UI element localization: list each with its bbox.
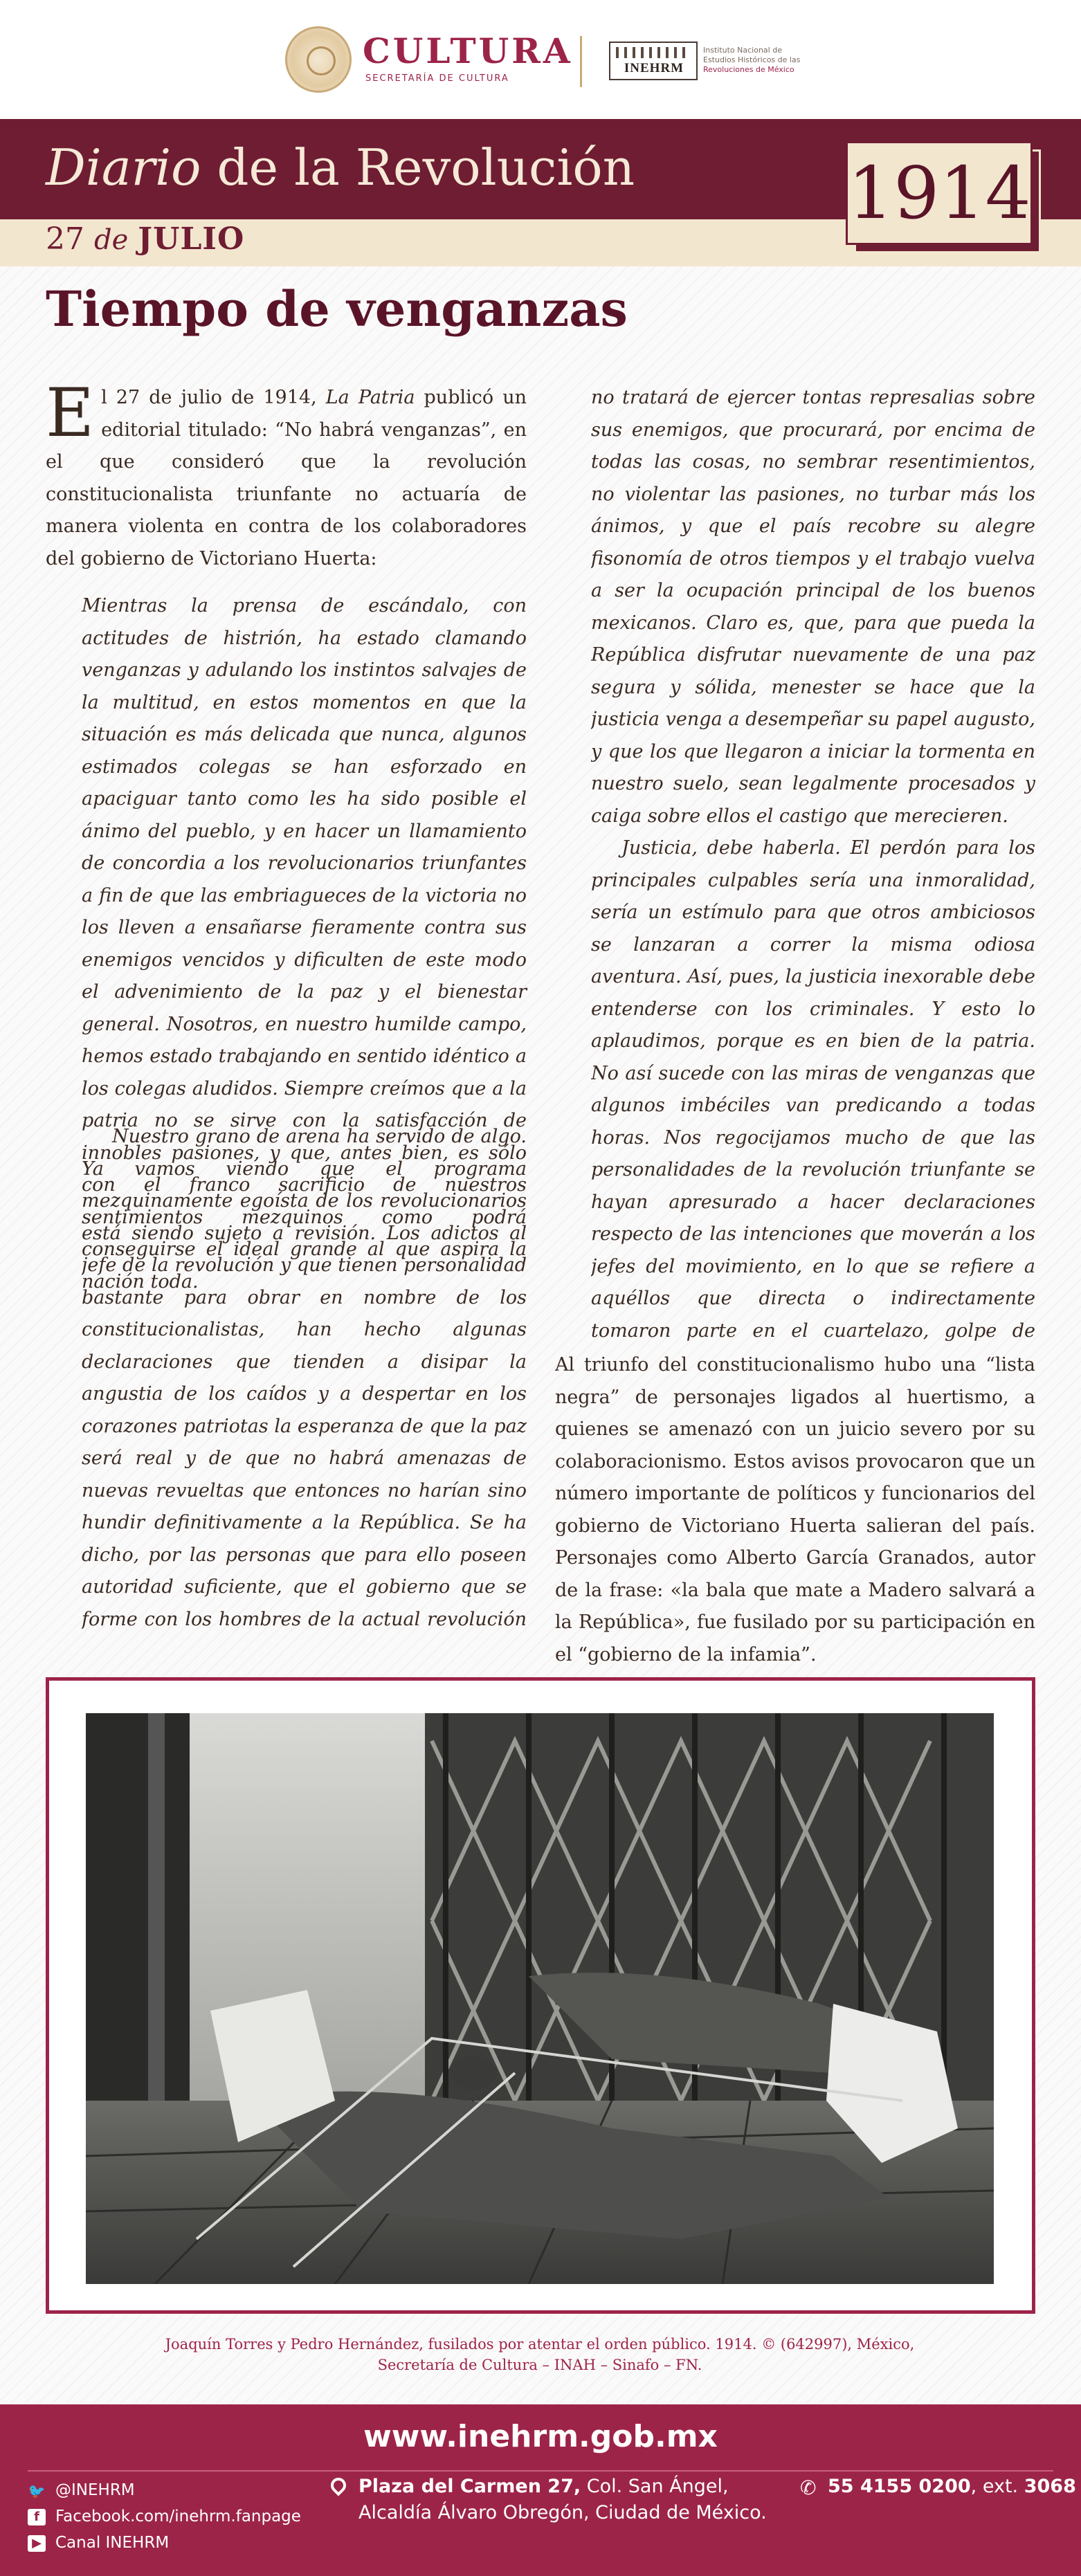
address-line-2: Alcaldía Álvaro Obregón, Ciudad de México. [358,2502,767,2523]
facebook-url: Facebook.com/inehrm.fanpage [55,2508,301,2525]
quote-paragraph: Justicia, debe haberla. El perdón para los principales culpables sería una inmoralidad, sería un estímulo para que otros ambiciosos se lanzaran a correr la misma odiosa aventura. Así, pues, la justicia inexorable debe entenderse con los criminales. Y esto lo aplaudimos, porque es en bien de la patria. No así sucede con las miras de venganzas que algunos imbéciles van predicando a todas horas. Nos regocijamos mucho de que las personalidades de la revolución triunfante se hayan apresurado a hacer declaraciones respecto de las intenciones que moverán a los jefes del movimiento, en lo que se refiere a aquéllos que directa o indirectamente tomaron parte en el cuartelazo, golpe de [591,837,1035,1342]
address [358,2474,767,2526]
bird-icon: 🐦 [28,2483,46,2499]
article-headline: Tiempo de venganzas [46,280,628,338]
drop-cap: E [46,374,95,452]
historical-photo [86,1713,994,2284]
date-day: 27 [46,221,84,257]
inehrm-logo [609,42,698,80]
phone-extension: 3068 [1024,2476,1076,2497]
phone-contact [800,2474,1076,2500]
institute-line: Revoluciones de México [703,65,794,74]
closing-paragraph: Al triunfo del constitucionalismo hubo una “lista negra” de personajes ligados al huertismo, a quienes se amenazó con un juicio severo por su colaboracionismo. Estos avisos provocaron que un número importante de políticos y funcionarios del gobierno de Victoriano Huerta salieran del país. Personajes como Alberto García Granados, autor de la frase: «la bala que mate a Madero salvará a la República», fue fusilado por su participación en el “gobierno de la infamia”. [555,1354,1035,1665]
caption-line: Secretaría de Cultura – INAH – Sinafo – FN. [377,2357,702,2373]
youtube-link[interactable] [28,2530,301,2556]
institute-line: Estudios Históricos de las [703,55,801,64]
newspaper-name: La Patria [325,387,415,408]
cultura-logo: CULTURA [363,30,573,71]
logo-bar [0,22,1081,98]
twitter-handle: @INEHRM [55,2481,135,2499]
quote-paragraph-cont: no tratará de ejercer tontas represalias sobre sus enemigos, que procurará, por encima de todas las cosas, no sembrar resentimientos, no violentar las pasiones, no turbar más los ánimos, y que el país recobre su alegre fisonomía de otros tiempos y el trabajo vuelva a ser la ocupación principal de los buenos mexicanos. Claro es, que, para que pueda la República disfrutar nuevamente de una paz segura y sólida, menester se hace que la justicia venga a desempeñar su papel augusto, y que los que llegaron a iniciar la tormenta en nuestro suelo, sean legalmente procesados y caiga sobre ellos el castigo que merecieren. [591,387,1035,827]
quote-paragraph: Nuestro grano de arena ha servido de algo. Ya vamos viendo que el programa mezquinamente egoísta de los revolucionarios está siendo sujeto a revisión. Los adictos al jefe de la revolución y que tienen personalidad bastante para obrar en nombre de los constitucionalistas, han hecho algunas declaraciones que tienden a disipar la angustia de los caídos y a despertar en los corazones patriotas la esperanza de que la paz será real y de que no habrá amenazas de nuevas revueltas que entonces no harían sino hundir definitivamente a la República. Se ha dicho, por las personas que para ello poseen autoridad suficiente, que el gobierno que se forme con los hombres de la actual revolución [82,1126,527,1630]
photo-illustration [86,1713,994,2284]
address-line-1 [358,2474,767,2500]
date-label [46,221,244,257]
caption-line: Joaquín Torres y Pedro Hernández, fusilados por atentar el orden público. 1914. © (642997), México, [165,2336,915,2353]
address-colony: Col. San Ángel, [581,2476,729,2497]
series-title-italic: Diario [46,138,201,197]
date-de: de [94,224,129,256]
institute-line: Instituto Nacional de [703,46,782,55]
intro-paragraph [46,374,527,575]
twitter-link[interactable] [28,2477,301,2503]
quote-flow-right [591,382,1035,1344]
phone-ext-label: , ext. [970,2476,1024,2497]
phone-icon: ✆ [800,2476,817,2499]
closing-paragraph-box [555,1349,1035,1671]
website-link[interactable]: www.inehrm.gob.mx [363,2419,718,2454]
quote-flow-left [82,1121,527,1636]
facebook-icon: f [28,2509,46,2525]
photo-caption [125,2334,955,2375]
article-column-right [591,382,1035,1344]
facebook-link[interactable] [28,2503,301,2530]
footer-divider [28,2470,1053,2472]
youtube-channel: Canal INEHRM [55,2534,170,2552]
series-title-rest: de la Revolución [201,138,635,197]
intro-text: l 27 de julio de 1914, [101,387,326,408]
date-month: JULIO [138,221,245,257]
phone-number: 55 4155 0200 [828,2476,971,2497]
logo-divider [580,36,582,87]
series-title [46,138,635,197]
institute-name [703,46,814,75]
cultura-subtitle: SECRETARÍA DE CULTURA [365,73,509,84]
year-box: 1914 [846,141,1033,245]
social-links [28,2477,301,2556]
inehrm-logo-word: INEHRM [624,61,684,75]
address-street: Plaza del Carmen 27, [358,2476,581,2497]
intro-text-cont: publicó un editorial titulado: “No habrá venganzas”, en el que consideró que la revolución constitucionalista triunfante no actuaría de manera violenta en contra de los colaboradores del gobierno de Victoriano Huerta: [46,387,527,569]
quote-paragraph: Mientras la prensa de escándalo, con actitudes de histrión, ha estado clamando venganzas y adulando los instintos salvajes de la multitud, en estos momentos en que la situación es más delicada que nunca, algunos estimados colegas se han esforzado en apaciguar tanto como les ha sido posible el ánimo del pueblo, y en hacer un llamamiento de concordia a los revolucionarios triunfantes a fin de que las embriagueces de la victoria no los lleven a ensañarse fieramente contra sus enemigos vencidos y dificulten de este modo el advenimiento de la paz y el bienestar general. Nosotros, en nuestro humilde campo, hemos estado trabajando en sentido idéntico a los colegas aludidos. Siempre creímos que a la patria no se sirve con la satisfacción de innobles pasiones, y que, antes bien, es sólo con el franco sacrificio de nuestros sentimientos mezquinos como podrá conseguirse el ideal grande al que aspira la nación toda. [82,595,527,1292]
youtube-icon: ▶ [28,2535,46,2552]
national-seal-icon [285,26,352,93]
